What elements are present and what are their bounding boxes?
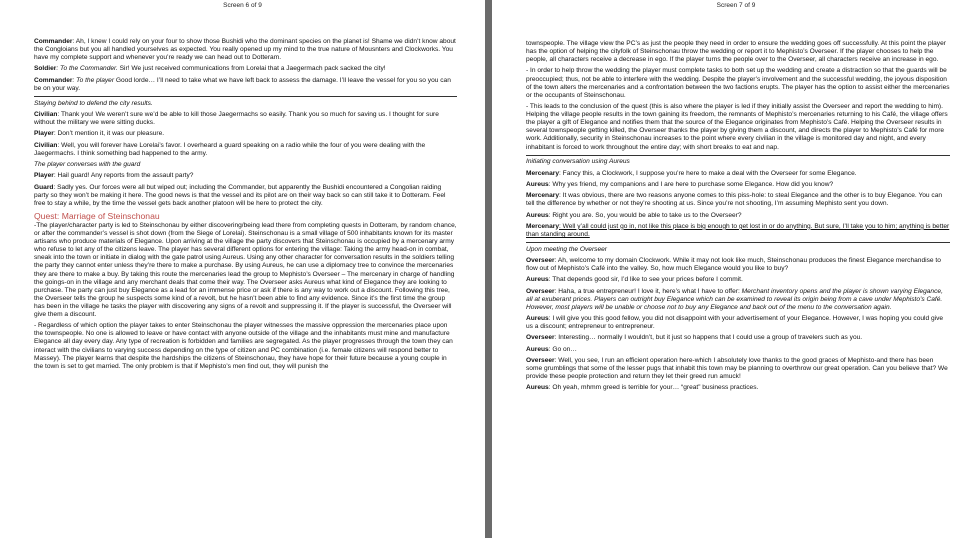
speaker: Aureus — [526, 345, 549, 353]
dialogue-line — [526, 384, 950, 392]
document-page-right — [492, 0, 980, 538]
line-text: : Right you are. So, you would be able to take us to the Overseer? — [548, 211, 742, 219]
section-divider — [526, 242, 950, 243]
line-text: : Don’t mention it, it was our pleasure. — [53, 130, 165, 138]
line-text: : Ah, welcome to my domain Clockwork. While it may not look like much, Steinschonau produces the finest Elegance merchandise to flow out of Mephisto’s Café into the valley. So, how much Elegance would you like to buy? — [526, 256, 941, 273]
speaker: Overseer — [526, 287, 555, 295]
stage-direction: : To the Commander. — [56, 65, 118, 73]
dialogue-line — [526, 346, 950, 354]
line-text: : Fancy this, a Clockwork, I suppose you’re here to make a deal with the Overseer for some Elegance. — [559, 169, 857, 177]
line-text: Sir! We just received communications from Lorelai that a Jaegermach pack sacked the city! — [117, 65, 386, 73]
section-header: Initiating conversation using Aureus — [526, 158, 630, 166]
speaker: Guard — [34, 183, 54, 191]
dialogue-line — [526, 170, 950, 178]
speaker: Mercenary — [526, 222, 559, 230]
dialogue-line — [526, 315, 950, 331]
section-divider — [34, 96, 457, 97]
dialogue-line — [526, 334, 950, 342]
stage-direction: : To the player — [72, 76, 115, 84]
line-text: : Well y’all could just go in, not like this place is big enough to get lost in or do anything. But sure, I’ll take you to him; anything is better than standing around. — [526, 222, 950, 238]
line-text: : Ah, I knew I could rely on your four to show those Bushidi who the dominant species on the planet is! Shame we didn’t know about the Congloians but you all handled yourselves as expected. You really opened up my mind to the true nature of Mousnters and Clockworks. You have my complete support and whenever you’re ready we can head out to Dotteram. — [34, 38, 456, 62]
dialogue-line — [526, 223, 950, 239]
dialogue-line — [34, 111, 457, 127]
line-text: : That depends good sir, I’d like to see your prices before I commit. — [548, 276, 743, 284]
page-gutter — [485, 0, 492, 538]
speaker: Aureus — [526, 276, 549, 284]
line-text: : Well, you will forever have Lorelai’s favor. I overheard a guard speaking on a radio while the four of you were dealing with the Jaegermachs. I think something bad happened to the army. — [34, 141, 426, 157]
dialogue-line — [34, 142, 457, 158]
speaker: Player — [34, 130, 54, 138]
speaker: Overseer — [526, 334, 555, 342]
dialogue-line — [34, 65, 457, 73]
section-header: Upon meeting the Overseer — [526, 245, 607, 253]
document-page-left — [0, 0, 485, 538]
page-label: Screen 6 of 9 — [223, 2, 262, 9]
dialogue-line — [526, 181, 950, 189]
dialogue-line — [34, 172, 457, 180]
speaker: Player — [34, 172, 54, 180]
dialogue-line — [34, 38, 457, 62]
dialogue-line — [526, 357, 950, 381]
speaker: Aureus — [526, 315, 549, 323]
quest-heading: Quest: Marriage of Steinschonau — [34, 210, 160, 221]
speaker: Aureus — [526, 211, 549, 219]
speaker: Commander — [34, 76, 73, 84]
dialogue-line — [526, 288, 950, 312]
line-text: : Sadly yes. Our forces were all but wiped out; including the Commander, but apparently the Bushidi encountered a Congolian raiding party so they won’t be making it here. The good news is that the vessel and its pilot are on their way back so can still take it to Dotteram. Feel free to stay a while, by the time the vessel gets back another platoon will be here to protect the city. — [34, 183, 446, 207]
line-text: : Interesting… normally I wouldn’t, but it just so happens that I could use a group of travelers such as you. — [554, 334, 863, 342]
line-text: : Hail guard! Any reports from the assault party? — [53, 172, 194, 180]
speaker: Aureus — [526, 180, 549, 188]
speaker: Soldier — [34, 65, 57, 73]
line-text: : Go on… — [548, 345, 577, 353]
dialogue-line — [34, 184, 457, 208]
speaker: Overseer — [526, 357, 555, 364]
page-body — [526, 40, 950, 396]
dialogue-line — [526, 192, 950, 208]
dialogue-line — [526, 257, 950, 273]
line-text: : Well, you see, I run an efficient operation here-which I absolutely love thanks to the good graces of Mephisto-and there has been some grumblings that some of the lesser pugs that inhabit this town may be planning to overthrow our great operation. Can you believe that? We provide these people protection and return they let their greed run amuck! — [526, 357, 948, 381]
dialogue-line — [526, 276, 950, 284]
line-text: : Why yes friend, my companions and I are here to purchase some Elegance. How did you know? — [548, 180, 834, 188]
speaker: Mercenary — [526, 169, 559, 177]
paragraph: - This leads to the conclusion of the quest (this is also where the player is led if they initially assist the Overseer and report the wedding to him). Helping the village people results in the town gaining its freedom, the remnants of Mephisto’s mercenaries returning to his Café, the village offers the player a gift of Elegance and notifies them that the source of the Elegance originates from Mephisto’s Café. Helping the Overseer results in several townspeople getting killed, the Overseer thanks the player by giving them a discount, and directs the player to Mephisto’s Café for more work. Additionally, security in Steinschonau increases to the point where every civilian in the village is monitored day and night, and every inhabitant is forced to work throughout the entire day; with short breaks to eat and nap. — [526, 103, 948, 151]
line-text: : It was obvious, there are two reasons anyone comes to this piss-hole: to steal Elegance and the other is to buy Elegance. You can tell the difference by whether or not they’re shooting at us. Since you’re not shooting, I’m assuming Mephisto sent you down. — [526, 192, 943, 208]
speaker: Commander — [34, 38, 73, 45]
line-text: : Thank you! We weren’t sure we’d be able to kill those Jaegermachs so easily. Thank you so much for saving us. I thought for sure without the military we were sitting ducks. — [34, 110, 439, 126]
line-text: : Oh yeah, mhmm greed is terrible for your… “great” business practices. — [548, 384, 759, 392]
section-header: The player converses with the guard — [34, 160, 141, 168]
line-text: Good lorde… I’ll need to take what we have left back to assess the damage. I’ll leave the vessel for you so you can be on your way. — [34, 76, 451, 92]
stage-direction: Merchant inventory opens and the player is shown varying Elegance, all at exuberant prices. Players can outright buy Elegance which can be examined to reveal its origin being from a cave under Mephisto’s Café. However, most players will be unable or choose not to buy any Elegance and back out of the menu to the conversation again. — [526, 287, 943, 311]
speaker: Aureus — [526, 384, 549, 392]
section-divider — [526, 155, 950, 156]
section-header: Staying behind to defend the city results. — [34, 99, 153, 107]
speaker: Civilian — [34, 141, 58, 149]
paragraph: townspeople. The village view the PC’s as just the people they need in order to ensure the wedding goes off successfully. At this point the player has the option of helping the cityfolk of Steinschonau throw the wedding or report it to Mephisto’s Overseer. If the player chooses to help the people, all characters receive a decrease in ego. If the player turns the people over to the Overseer, all characters receive an increase in ego. — [526, 40, 946, 64]
speaker: Mercenary — [526, 192, 559, 200]
line-text: : I will give you this good fellow, you did not disappoint with your advertisement of your Elegance. However, I was hoping you could give us a discount; entrepreneur to entrepreneur. — [526, 315, 944, 331]
speaker: Overseer — [526, 256, 555, 264]
page-label: Screen 7 of 9 — [716, 2, 756, 9]
dialogue-line — [34, 130, 457, 138]
paragraph: -The player/character party is led to Steinschonau by either discovering/being lead there from completing quests in Dotteram, by random chance, or after the commander’s vessel is shot down (from the Siege of Lorelai). Steinschonau is a small village of 500 inhabitants known for its master artisans who produce materials of Elegance. Upon arriving at the village the party discovers that Steinschonau is occupied by a mercenary army who refuse to let any of the citizens leave. The player has several different options for entering the village: Taking the army head-on in combat, sneak into the town or initiate in dialog with the gate patrol using Aureus. Using any other character for conversation results in the soldiers telling the party they cannot enter unless they’re there to make a purchase. By using Aureus, he can use a diplomacy tree to convince the mercenaries they are there to make a buy. By taking this route the mercenaries lead the group to Mephisto’s Overseer – The mercenary in charge of handling the goings-on in the village and any merchant deals that come their way. The Overseer asks Aureus what kind of Elegance they are looking to purchase. The party can just buy Elegance as a lead for an immense price or ask if there is any way to work out a discount. Following this tree, the Overseer tells the group he suspects some kind of a revolt, but he hasn’t been able to find any evidence. Since it’s the first time the group has been in the village he tasks the player with discovering any signs of a revolt and suppressing it. If the player is successful, the Overseer will give them a discount. — [34, 221, 457, 318]
paragraph: - In order to help throw the wedding the player must complete tasks to both set up the wedding and create a distraction so that the guards will be preoccupied; thus, not be able to interfere with the wedding. Despite the player’s involvement and the successful wedding, the joyous disposition of the town alters the mercenaries and a confrontation between the two factions erupts. The player has the option to assist either the mercenaries or the occupants of Steinschonau. — [526, 67, 950, 99]
line-text: : Haha, a true entrepreneur! I love it, here’s what I have to offer: — [554, 287, 742, 295]
paragraph: - Regardless of which option the player takes to enter Steinschonau the player witnesses the massive oppression the mercenaries place upon the townspeople. No one is allowed to leave or have contact with anyone outside of the village and the inhabitants must mine and manufacture Elegance all day every day. Any type of recreation is forbidden and families are segregated. As the player progresses through the town they can interact with the civilians to varying success depending on the type of citizen and PC combination (i.e. female citizens will respond better to Massey). The player learns that despite the hardships the citizens of Steinschonau, they have hope for their future because a young couple in the town is set to get married. The only problem is that if Mephisto’s men find out, they will punish the — [34, 322, 453, 370]
page-body — [34, 38, 457, 374]
dialogue-line — [526, 212, 950, 220]
speaker: Civilian — [34, 110, 58, 118]
dialogue-line — [34, 77, 457, 93]
